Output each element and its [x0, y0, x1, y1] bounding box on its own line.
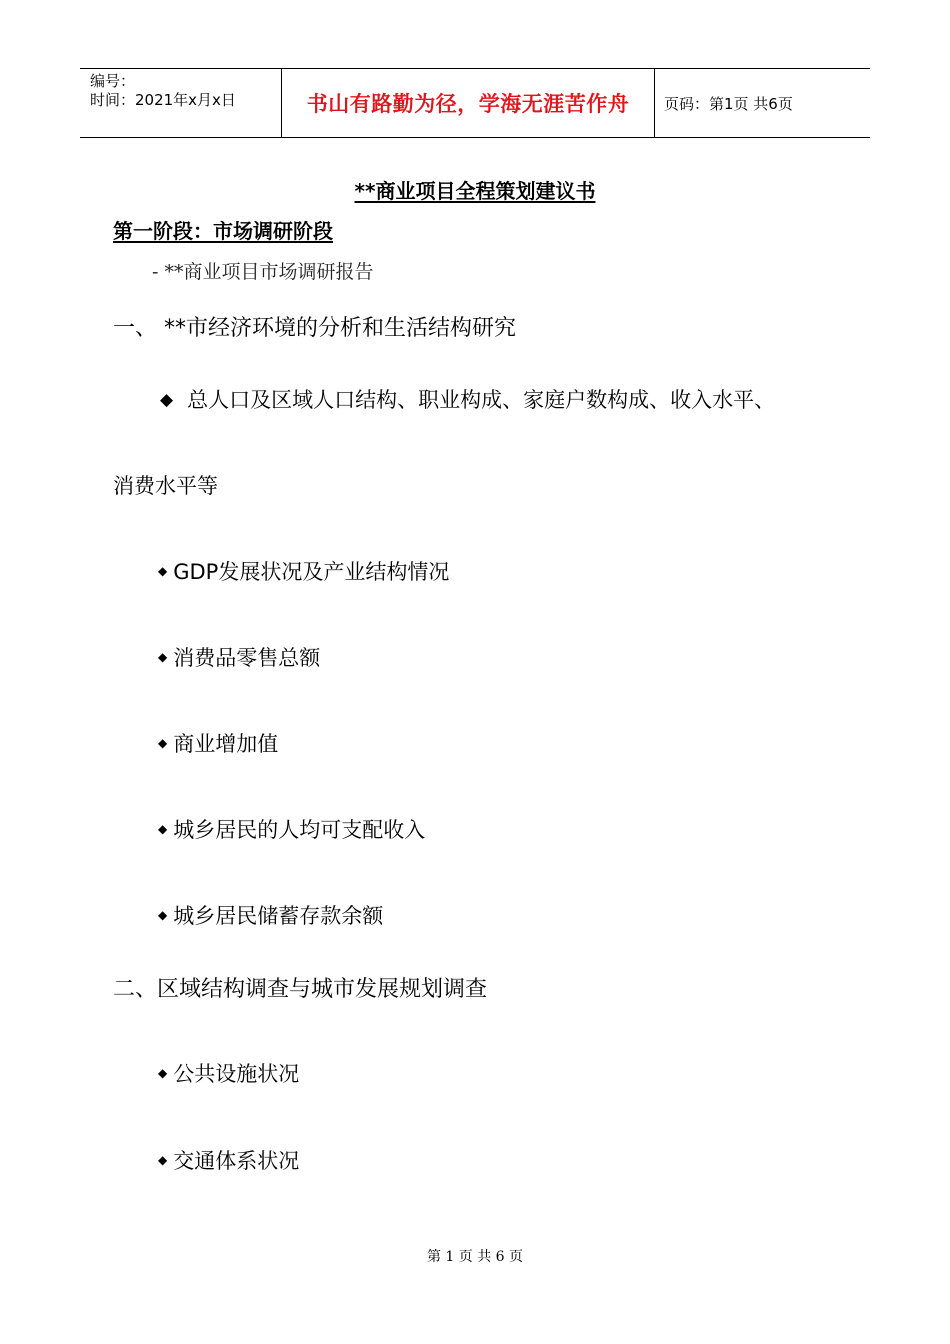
page-code: 页码：第1页 共6页	[664, 94, 793, 113]
list-item-text: 消费品零售总额	[173, 646, 321, 670]
list-item-text: 城乡居民储蓄存款余额	[173, 904, 384, 928]
stage-heading: 第一阶段：市场调研阶段	[113, 219, 333, 243]
list-item	[158, 900, 383, 930]
time-label: 时间：2021年x月x日	[90, 91, 236, 109]
list-item-text: 城乡居民的人均可支配收入	[173, 818, 426, 842]
report-subtitle: - **商业项目市场调研报告	[152, 261, 374, 283]
main-bullet-text: 总人口及区域人口结构、职业构成、家庭户数构成、收入水平、	[187, 388, 776, 412]
header-table	[80, 68, 870, 138]
page-footer: 第 1 页 共 6 页	[426, 1249, 524, 1265]
list-item	[158, 814, 425, 844]
list-item	[158, 642, 320, 672]
diamond-bullet-icon: ◆	[160, 390, 174, 410]
diamond-bullet-icon: ◆	[158, 1153, 168, 1167]
diamond-bullet-icon: ◆	[158, 908, 168, 922]
document-title: **商业项目全程策划建议书	[354, 179, 596, 203]
diamond-bullet-icon: ◆	[158, 650, 168, 664]
header-left-cell	[80, 69, 281, 137]
diamond-bullet-icon: ◆	[158, 822, 168, 836]
diamond-bullet-icon: ◆	[158, 736, 168, 750]
main-bullet	[160, 384, 775, 414]
diamond-bullet-icon: ◆	[158, 1066, 168, 1080]
list-item	[158, 728, 278, 758]
header-page-cell	[654, 69, 870, 137]
motto-text: 书山有路勤为径，学海无涯苦作舟	[306, 92, 630, 116]
list-item-text: 交通体系状况	[173, 1149, 300, 1173]
section-two-heading: 二、区域结构调查与城市发展规划调查	[113, 977, 488, 1002]
list-item	[158, 1145, 299, 1175]
section-one-heading: 一、 **市经济环境的分析和生活结构研究	[113, 316, 516, 341]
list-item	[158, 556, 449, 586]
number-label: 编号：	[90, 72, 136, 90]
list-item-text: 公共设施状况	[173, 1062, 300, 1086]
main-bullet-continuation: 消费水平等	[113, 474, 218, 498]
list-item	[158, 1058, 299, 1088]
header-motto-cell	[281, 69, 655, 137]
list-item-text: 商业增加值	[173, 732, 279, 756]
diamond-bullet-icon: ◆	[158, 564, 168, 578]
list-item-text: GDP发展状况及产业结构情况	[173, 560, 450, 584]
